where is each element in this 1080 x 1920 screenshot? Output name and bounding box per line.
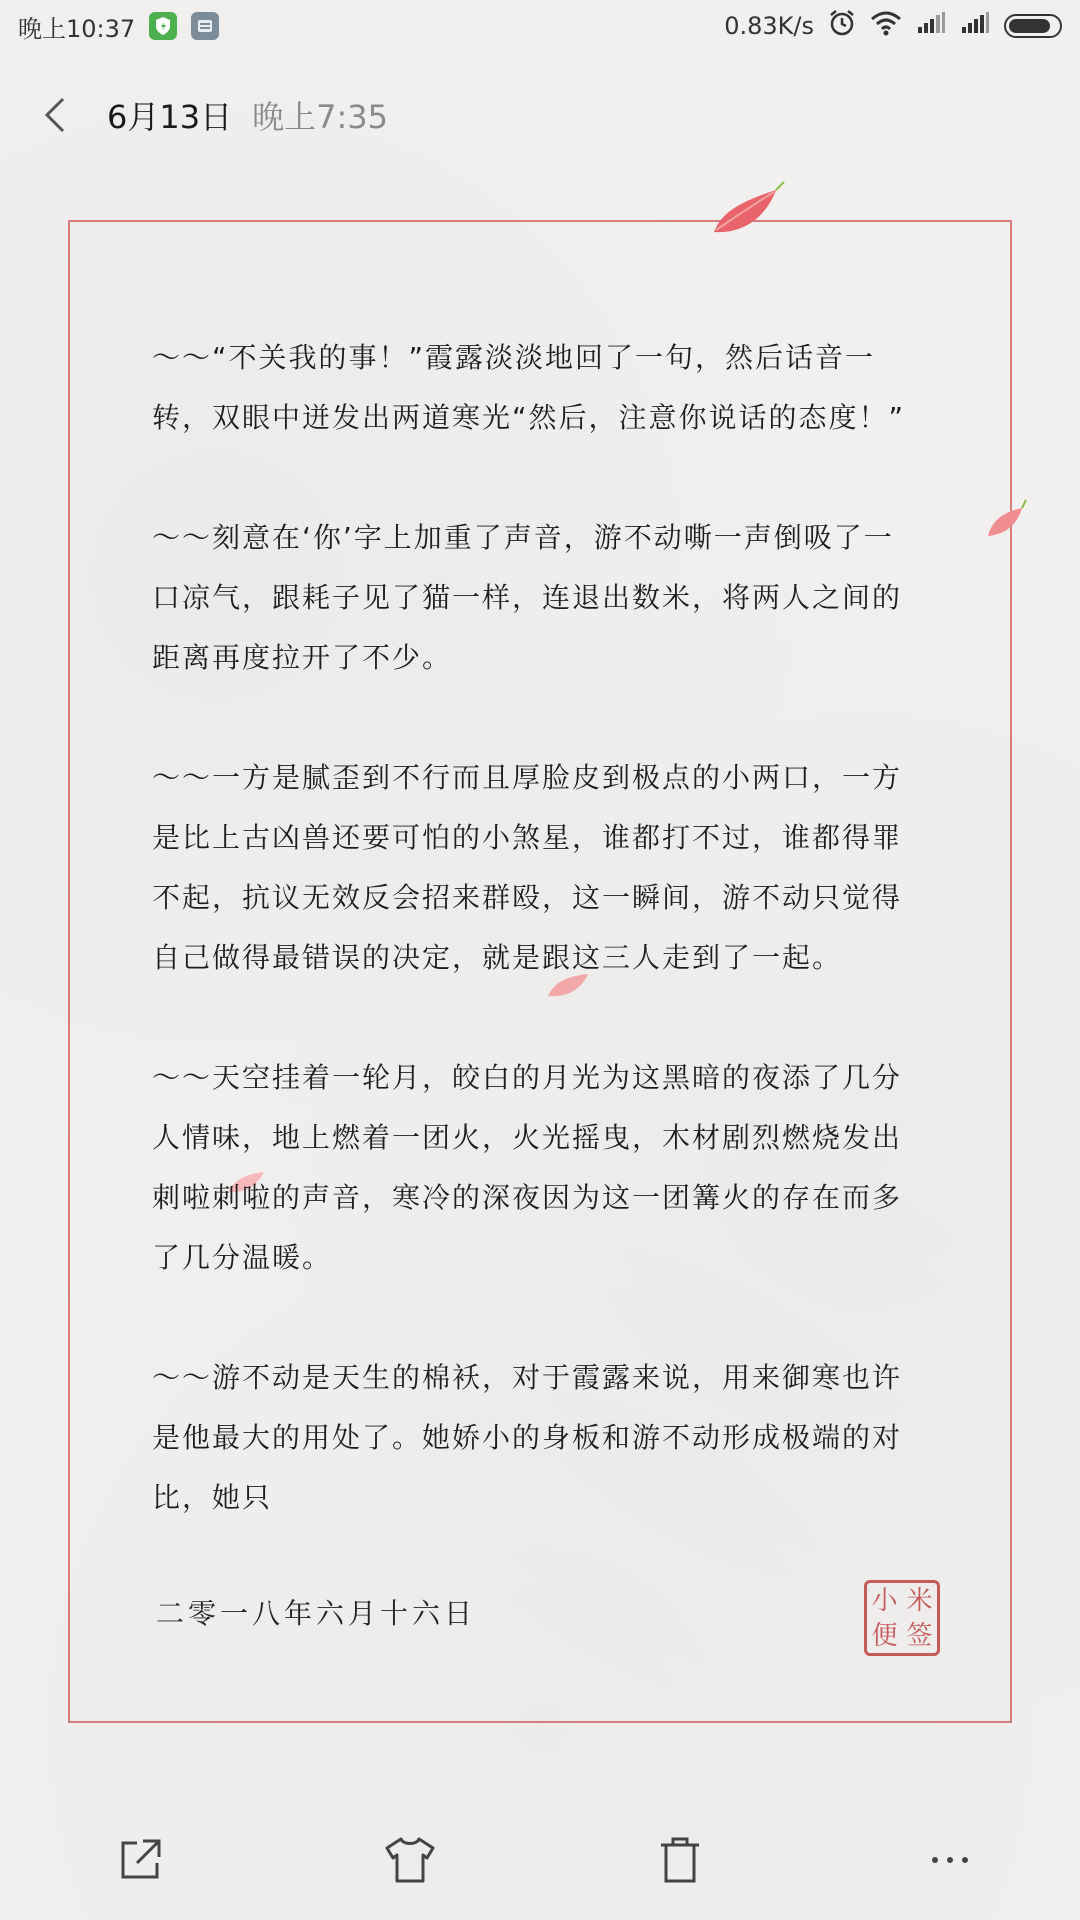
seal-character: 便 xyxy=(871,1620,898,1651)
note-footer-date: 二零一八年六月十六日 xyxy=(156,1597,477,1630)
wifi-icon xyxy=(870,10,902,42)
share-button[interactable] xyxy=(110,1830,170,1890)
seal-character: 签 xyxy=(906,1620,933,1651)
theme-button[interactable] xyxy=(380,1830,440,1890)
more-icon xyxy=(930,1855,970,1865)
note-header xyxy=(0,80,1080,150)
status-time: 晚上10:37 xyxy=(18,14,136,43)
note-paragraph: ～～一方是腻歪到不行而且厚脸皮到极点的小两口，一方是比上古凶兽还要可怕的小煞星，谁都打不过，谁都得罪不起，抗议无效反会招来群殴，这一瞬间，游不动只觉得自己做得最错误的决定，就是跟这三人走到了一起。 xyxy=(152,761,903,974)
note-time: 晚上7:35 xyxy=(252,98,388,136)
alarm-icon xyxy=(828,9,856,43)
more-button[interactable] xyxy=(920,1830,980,1890)
petal-decoration xyxy=(710,182,782,242)
signal-icon xyxy=(960,11,990,41)
signal-icon xyxy=(916,11,946,41)
xiaomi-notes-seal xyxy=(864,1580,940,1656)
status-bar xyxy=(0,0,1080,52)
theme-shirt-icon xyxy=(383,1836,437,1884)
share-icon xyxy=(117,1837,163,1883)
delete-icon xyxy=(657,1835,703,1885)
petal-decoration xyxy=(984,498,1028,542)
status-bar-right xyxy=(724,9,1062,43)
note-paragraph: ～～“不关我的事！”霞露淡淡地回了一句，然后话音一转，双眼中迸发出两道寒光“然后，注意你说话的态度！” xyxy=(152,341,906,434)
note-paragraph: ～～刻意在‘你’字上加重了声音，游不动嘶一声倒吸了一口凉气，跟耗子见了猫一样，连退出数米，将两人之间的距离再度拉开了不少。 xyxy=(152,521,903,674)
note-date: 6月13日 xyxy=(107,98,233,136)
status-bar-left xyxy=(18,9,219,44)
note-paragraph: ～～天空挂着一轮月，皎白的月光为这黑暗的夜添了几分人情味，地上燃着一团火，火光摇曳，木材剧烈燃烧发出刺啦刺啦的声音，寒冷的深夜因为这一团篝火的存在而多了几分温暖。 xyxy=(152,1061,903,1274)
back-button[interactable] xyxy=(35,95,75,135)
seal-character: 小 xyxy=(871,1585,898,1616)
chevron-left-icon xyxy=(43,97,67,133)
note-body[interactable] xyxy=(152,328,912,1514)
battery-icon xyxy=(1004,14,1062,38)
seal-character: 米 xyxy=(906,1585,933,1616)
network-speed: 0.83K/s xyxy=(724,12,814,40)
delete-button[interactable] xyxy=(650,1830,710,1890)
shield-app-icon xyxy=(149,12,177,40)
notes-app-icon xyxy=(191,12,219,40)
bottom-toolbar xyxy=(0,1810,1080,1910)
note-paragraph: ～～游不动是天生的棉袄，对于霞露来说，用来御寒也许是他最大的用处了。她娇小的身板和游不动形成极端的对比，她只 xyxy=(152,1361,903,1514)
